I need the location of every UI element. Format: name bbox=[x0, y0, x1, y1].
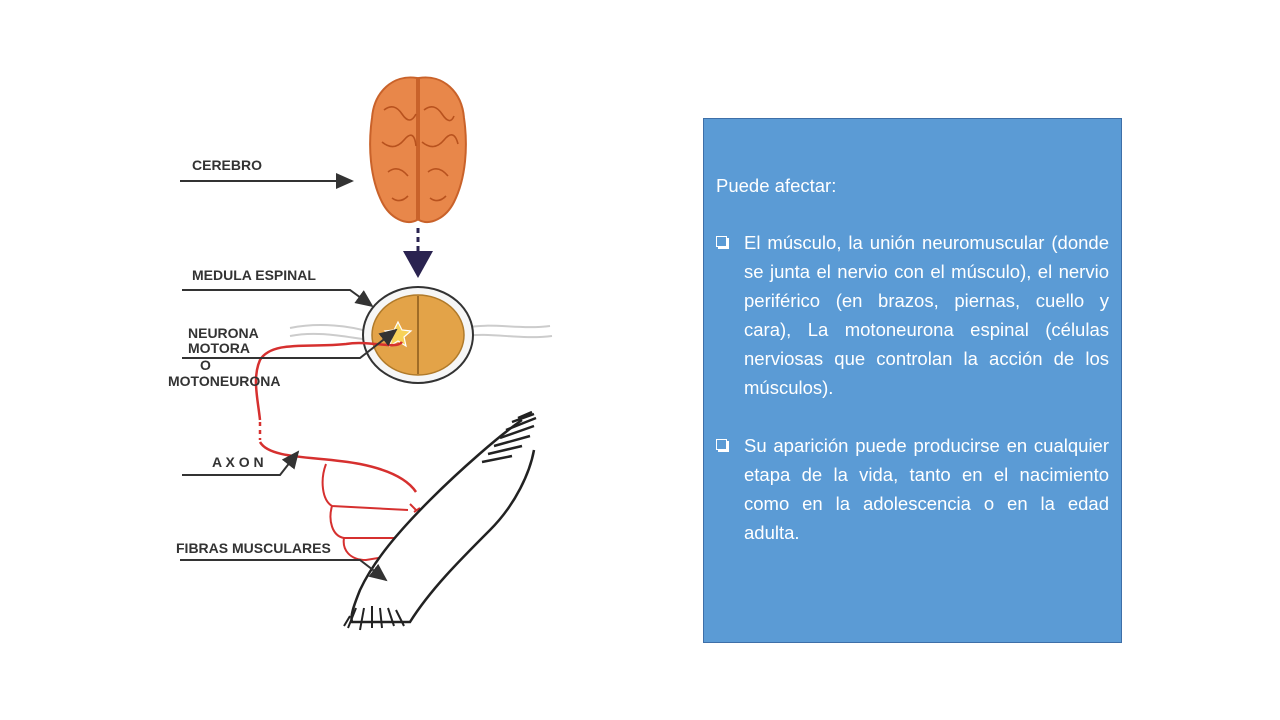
spinal-cord-section bbox=[290, 287, 552, 383]
bullet-item-2 bbox=[716, 431, 1109, 547]
label-neurona-line3: O bbox=[200, 357, 211, 373]
checkbox-bullet-icon bbox=[716, 236, 727, 247]
bullet-text-2: Su aparición puede producirse en cualquier etapa de la vida, tanto en el nacimiento como en la adolescencia o en la edad adulta. bbox=[744, 435, 1109, 543]
brain-illustration bbox=[370, 77, 466, 222]
arrow-medula-espinal bbox=[182, 290, 372, 306]
label-axon: A X O N bbox=[212, 454, 264, 470]
label-cerebro: CEREBRO bbox=[192, 157, 263, 173]
label-fibras-musculares: FIBRAS MUSCULARES bbox=[176, 540, 331, 556]
label-neurona-line1: NEURONA bbox=[188, 325, 259, 341]
muscle-illustration bbox=[344, 412, 536, 630]
label-neurona-line4: MOTONEURONA bbox=[168, 373, 281, 389]
info-text-panel bbox=[703, 118, 1122, 643]
label-neurona-line2: MOTORA bbox=[188, 340, 250, 356]
brain-left-hemisphere bbox=[370, 77, 417, 222]
arrow-fibras-musculares bbox=[180, 560, 386, 580]
bullet-item-1 bbox=[716, 228, 1109, 402]
label-medula-espinal: MEDULA ESPINAL bbox=[192, 267, 316, 283]
axon-main-branch bbox=[260, 442, 416, 492]
bullet-text-1: El músculo, la unión neuromuscular (donde se junta el nervio con el músculo), el nervio periférico (en brazos, piernas, cuello y cara), La motoneurona espinal (células nerviosas que controlan la acción de los músculos). bbox=[744, 232, 1109, 398]
brain-right-hemisphere bbox=[419, 77, 466, 222]
checkbox-bullet-icon bbox=[716, 439, 727, 450]
bullet-list bbox=[716, 228, 1109, 547]
nervous-system-diagram bbox=[160, 60, 560, 640]
panel-heading: Puede afectar: bbox=[716, 175, 837, 196]
